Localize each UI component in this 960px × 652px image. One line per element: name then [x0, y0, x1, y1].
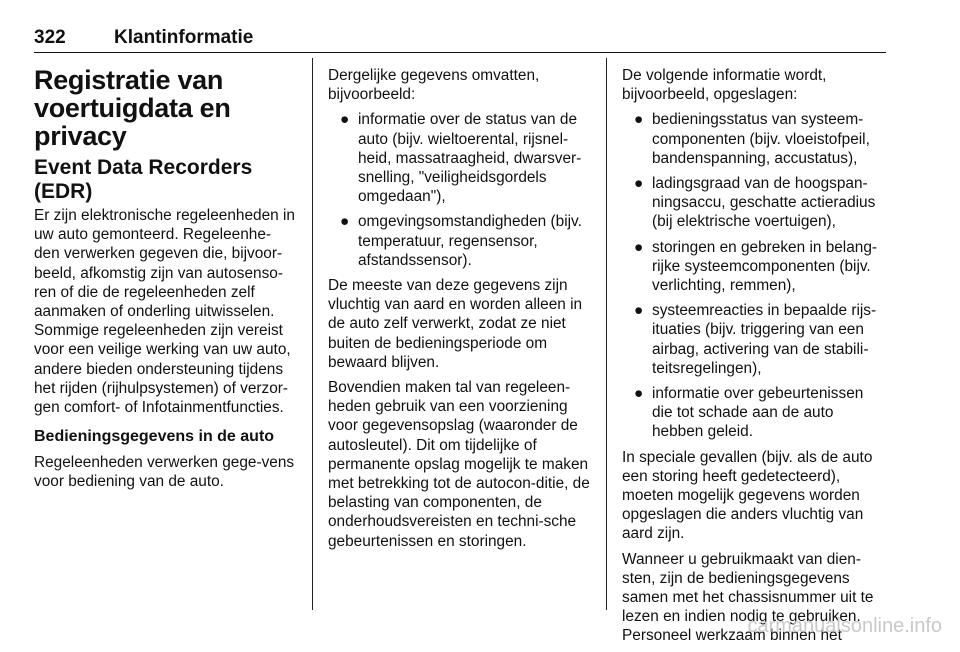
- bullet-icon: ●: [634, 111, 644, 129]
- bullet-icon: ●: [634, 238, 644, 256]
- list-item: ● storingen en gebreken in belang-rijke systeemcomponenten (bijv. verlichting, remmen),: [634, 238, 878, 295]
- bullet-list: [328, 110, 594, 270]
- list-item: ● ladingsgraad van de hoogspan-ningsaccu, geschatte actieradius (bij elektrische voertuigen),: [634, 175, 876, 231]
- chapter-title: Klantinformatie: [114, 27, 254, 48]
- list-item: ● omgevingsomstandigheden (bijv. temperatuur, regensensor, afstandssensor).: [340, 213, 582, 269]
- bullet-icon: ●: [340, 213, 350, 231]
- paragraph: Bovendien maken tal van regeleen-heden gebruik van een voorziening voor gegevensopslag (waaronder de autosleutel). Dit om tijdelijke of permanente opslag mogelijk te maken met betrekking tot de autocon-ditie, de belasting van componenten, de onderhoudsvereisten en techni-sche gebeurtenissen en storingen.: [328, 379, 590, 550]
- paragraph: Wanneer u gebruikmaakt van dien-sten, zijn de bedieningsgegevens samen met het chassisnummer uit te lezen en indien nodig te gebruiken. Personeel werkzaam binnen het: [622, 550, 874, 645]
- watermark: carmanualsonline.info: [747, 615, 942, 637]
- bullet-list: [622, 110, 888, 441]
- list-item: ● systeemreacties in bepaalde rijs-ituaties (bijv. triggering van een airbag, activering van de stabili-teitsregelingen),: [634, 302, 877, 377]
- page-number: 322: [34, 27, 66, 48]
- list-item: ● bedieningsstatus van systeem-componenten (bijv. vloeistofpeil, bandenspanning, accustatus),: [634, 111, 870, 167]
- bullet-icon: ●: [634, 302, 644, 320]
- column-divider: [312, 58, 313, 610]
- bullet-icon: ●: [634, 175, 644, 193]
- column-divider: [606, 58, 607, 610]
- paragraph: De meeste van deze gegevens zijn vluchtig van aard en worden alleen in de auto zelf verwerkt, zodat ze niet buiten de bedieningsperiode om bewaard blijven.: [328, 277, 583, 371]
- page-header: [34, 22, 886, 53]
- paragraph: In speciale gevallen (bijv. als de auto een storing heeft gedetecteerd), moeten mogelijk gegevens worden opgeslagen die anders vluchtig van aard zijn.: [622, 448, 873, 543]
- bullet-icon: ●: [340, 111, 350, 129]
- minor-heading: Bedieningsgegevens in de auto: [34, 428, 275, 446]
- paragraph: Regeleenheden verwerken gege-vens voor bediening van de auto.: [34, 454, 295, 491]
- column-3: [622, 66, 888, 652]
- list-item: ● informatie over de status van de auto (bijv. wieltoerental, rijsnel-heid, massatraagheid, dwarsver-snelling, "veiligheidsgordels omgedaan"),: [340, 111, 582, 206]
- section-heading: Registratie van voertuigdata en privacy: [34, 65, 231, 151]
- list-item: ● informatie over gebeurtenissen die tot schade aan de auto hebben geleid.: [634, 385, 864, 441]
- paragraph: Dergelijke gegevens omvatten, bijvoorbeeld:: [328, 67, 540, 104]
- subsection-heading: Event Data Recorders (EDR): [34, 156, 253, 203]
- bullet-icon: ●: [634, 385, 644, 403]
- column-1: [34, 66, 296, 498]
- column-2: [328, 66, 594, 557]
- paragraph: Er zijn elektronische regeleenheden in uw auto gemonteerd. Regeleenhe-den verwerken gegeven die, bijvoor-beeld, afkomstig zijn van autosenso-ren of die de regeleenheden zelf aanmaken of onderling uitwisselen. Sommige regeleenheden zijn vereist voor een veilige werking van uw auto, andere bieden ondersteuning tijdens het rijden (rijhulpsystemen) of verzor-gen comfort- of Infotainmentfuncties.: [34, 207, 295, 417]
- paragraph: De volgende informatie wordt, bijvoorbeeld, opgeslagen:: [622, 67, 827, 104]
